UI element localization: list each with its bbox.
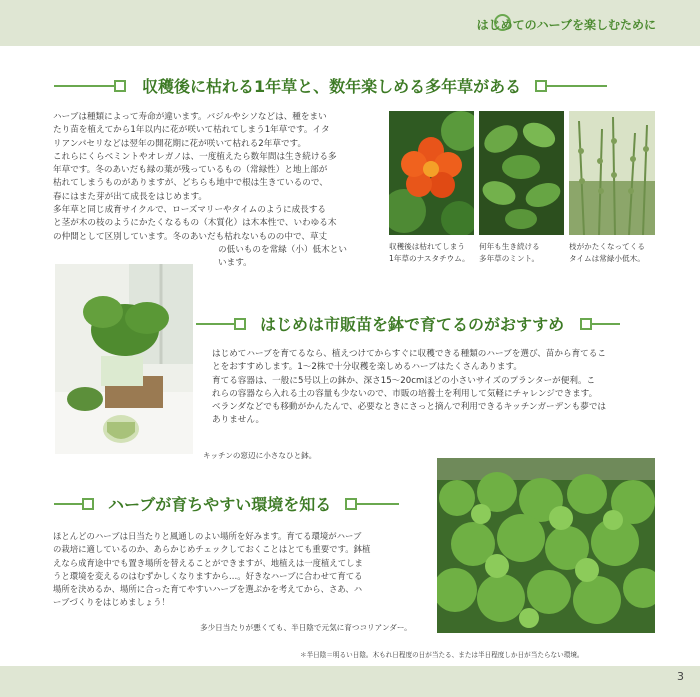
section3-heading xyxy=(54,492,399,515)
photo-caption xyxy=(389,241,479,264)
section2-heading xyxy=(196,312,620,335)
text-line: えなら成育途中でも置き場所を替えることができますが、地植えは一度植えてしま xyxy=(53,557,363,568)
text-line: の低いものを常緑（小）低木とい xyxy=(218,245,347,255)
heading-rule-left xyxy=(196,323,234,325)
photo-caption xyxy=(569,241,659,264)
caption-line: 何年も生き続ける xyxy=(479,242,540,251)
caption-line: 多年草のミント。 xyxy=(479,253,540,263)
text-line: 春にはまた芽が出て成長をはじめます。 xyxy=(53,191,208,202)
heading-square-right xyxy=(535,80,547,92)
text-line: れらの容器なら入れる土の容量も少ないので、市販の培養土を利用して気軽にチャレンジできます。 xyxy=(212,388,598,399)
text-line: たり苗を植えてから1年以内に花が咲いて枯れてしまう1年草です。イタ xyxy=(53,125,330,136)
kitchen-window-image xyxy=(55,264,193,454)
text-line: と茎が木の枝のようにかたくなるもの（木質化）は木本性で、いわゆる木 xyxy=(53,218,337,229)
section3-body xyxy=(53,530,423,610)
caption-line: 枝がかたくなってくる xyxy=(569,242,645,251)
text-line: うと環境を変えるのはむずかしくなりますから…。好きなハーブに合わせて育てる xyxy=(53,570,363,581)
text-line: ハーブは種類によって寿命が違います。バジルやシソなどは、種をまい xyxy=(53,112,327,122)
text-line: 育てる容器は、一般に5号以上の鉢か、深さ15～20cmほどの小さいサイズのプランターが便利。こ xyxy=(212,375,596,386)
footnote: ＊半日陰＝明るい日陰。木もれ日程度の日が当たる、または半日程度しか日が当たらない環境。 xyxy=(300,651,584,659)
section2-body xyxy=(212,348,662,428)
text-line: はじめてハーブを育てるなら、植えつけてからすぐに収穫できる種類のハーブを選び、苗から育てるこ xyxy=(212,349,606,359)
text-line: 枯れてしまうものがありますが、どちらも地中で根は生きているので、 xyxy=(53,178,328,189)
section2-title: はじめは市販苗を鉢で育てるのがおすすめ xyxy=(260,315,565,334)
text-line: リアンパセリなどは翌年の開花期に花が咲いて枯れる2年草です。 xyxy=(53,138,307,149)
section1-body xyxy=(53,111,379,244)
text-line: ベランダなどでも移動がかんたんで、必要なときにさっと摘んで利用できるキッチンガーデンも夢では xyxy=(212,402,607,413)
coriander-photo xyxy=(437,458,655,633)
text-line: います。 xyxy=(218,258,252,269)
text-line: 年草です。冬のあいだも緑の葉が残っているもの（常緑性）と地上部が xyxy=(53,165,328,176)
caption-line: 1年草のナスタチウム。 xyxy=(389,253,470,263)
text-line: 場所を決めるか、場所に合った育てやすいハーブを選ぶかを考えてから、さあ、ハ xyxy=(53,584,363,595)
coriander-caption: 多少日当たりが悪くても、半日陰で元気に育つコリアンダー。 xyxy=(200,623,412,632)
text-line: 多年草と同じ成育サイクルで、ローズマリーやタイムのように成長する xyxy=(53,205,327,216)
mint-image xyxy=(479,111,564,235)
section3-title: ハーブが育ちやすい環境を知る xyxy=(108,495,332,514)
text-line: の栽培に適しているのか、あらかじめチェックしておくことはとても重要です。鉢植 xyxy=(53,544,371,555)
heading-square-right xyxy=(580,318,592,330)
section1-title: 収穫後に枯れる1年草と、数年楽しめる多年草がある xyxy=(142,77,522,96)
heading-rule-right xyxy=(592,323,620,325)
page-number: 3 xyxy=(677,670,684,683)
text-line: ありません。 xyxy=(212,415,265,426)
heading-rule-left xyxy=(54,503,82,505)
text-line: ーブづくりをはじめましょう！ xyxy=(53,597,170,608)
nasturtium-photo xyxy=(389,111,474,235)
kitchen-photo-caption: キッチンの窓辺に小さなひと鉢。 xyxy=(203,451,317,460)
caption-line: 収穫後は枯れてしまう xyxy=(389,242,465,251)
text-line: これらにくらべミントやオレガノは、一度植えたら数年間は生き続ける多 xyxy=(53,151,337,162)
photo-caption xyxy=(479,241,569,264)
kitchen-window-photo xyxy=(55,264,193,454)
section1-heading xyxy=(54,74,607,97)
text-line: ほとんどのハーブは日当たりと風通しのよい場所を好みます。育てる環境がハーブ xyxy=(53,531,362,541)
heading-square-left xyxy=(114,80,126,92)
heading-square-left xyxy=(234,318,246,330)
heading-square-right xyxy=(345,498,357,510)
heading-square-left xyxy=(82,498,94,510)
footer-band xyxy=(0,666,700,697)
mint-photo xyxy=(479,111,564,235)
thyme-photo xyxy=(569,111,655,235)
nasturtium-image xyxy=(389,111,474,235)
text-line: とをおすすめします。1～2株で十分収穫を楽しめるハーブはたくさんあります。 xyxy=(212,362,522,373)
text-line: の仲間として区別しています。冬のあいだも枯れないものの中で、草丈 xyxy=(53,231,328,242)
heading-rule-right xyxy=(357,503,399,505)
heading-rule-left xyxy=(54,85,114,87)
section1-body-tail xyxy=(218,244,378,271)
coriander-image xyxy=(437,458,655,633)
thyme-image xyxy=(569,111,655,235)
header-title: はじめてのハーブを楽しむために xyxy=(476,18,656,32)
caption-line: タイムは常緑小低木。 xyxy=(569,253,645,263)
heading-rule-right xyxy=(547,85,607,87)
